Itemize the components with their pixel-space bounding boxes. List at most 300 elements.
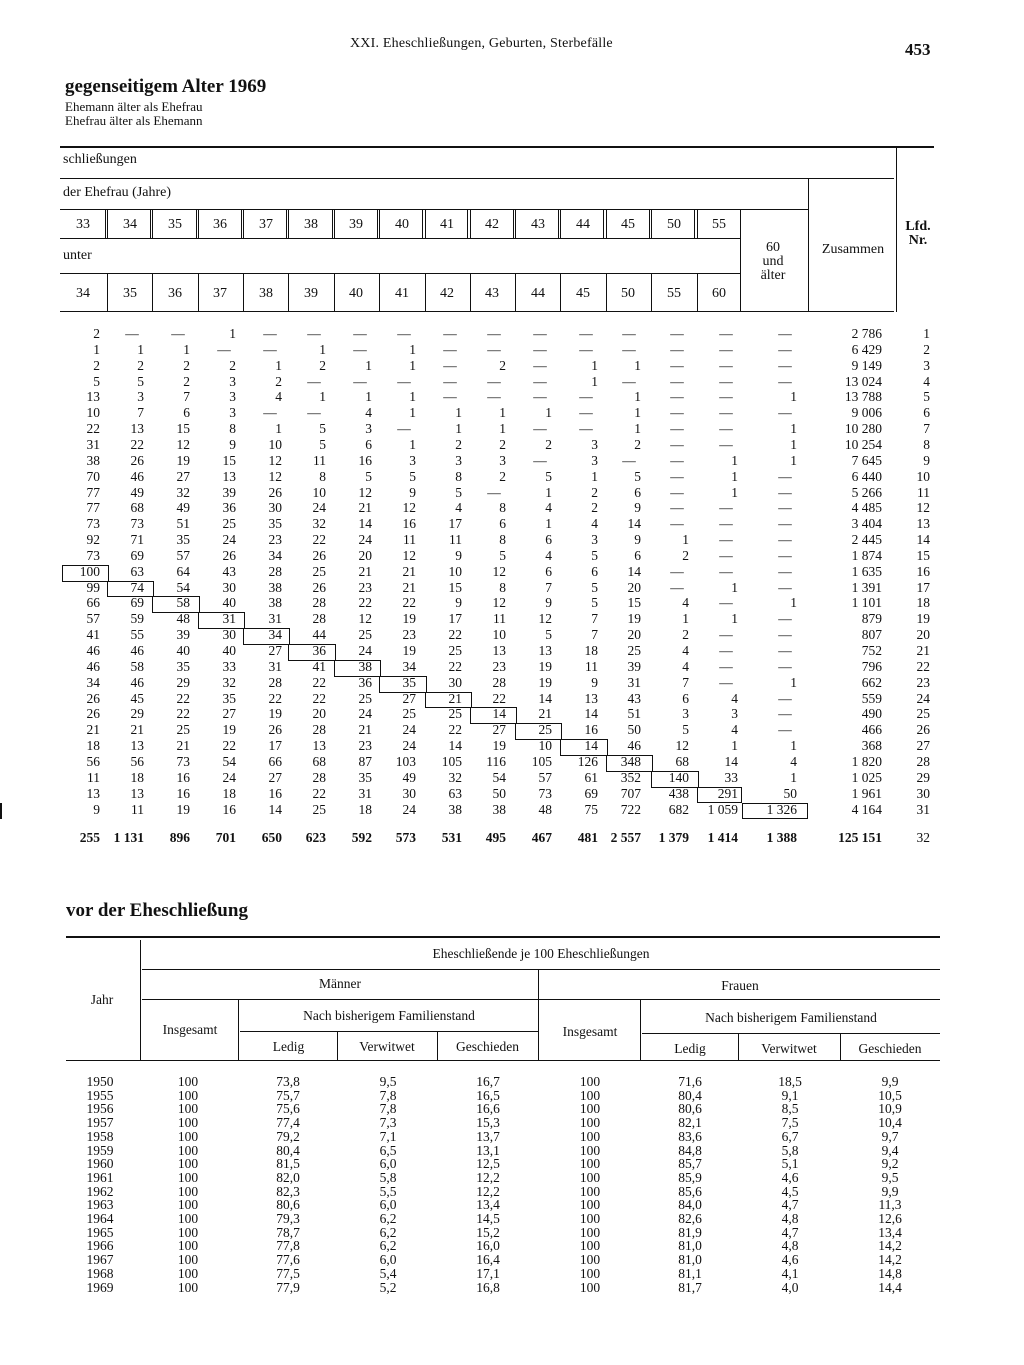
table-cell: 31 xyxy=(268,658,282,674)
subgroup-label: der Ehefrau (Jahre) xyxy=(63,185,172,200)
note-wife-older: Ehefrau älter als Ehemann xyxy=(65,113,203,128)
table-cell: 100 xyxy=(579,1183,601,1199)
table-cell: — xyxy=(263,326,277,341)
table-cell: 43 xyxy=(627,690,641,706)
table-cell: 1 xyxy=(545,516,552,532)
age-from-44: 44 xyxy=(576,217,590,232)
table-cell: 21 xyxy=(176,738,190,754)
table-cell: 100 xyxy=(579,1169,601,1185)
table-cell: 22 xyxy=(268,690,282,706)
table-cell: 22 xyxy=(312,674,326,690)
table-cell: — xyxy=(487,389,501,405)
table-cell: 22 xyxy=(130,436,144,452)
table-cell: 100 xyxy=(79,563,100,579)
year-cell: 1967 xyxy=(86,1252,114,1268)
total-cell: 1 388 xyxy=(766,830,797,845)
table-cell: 14 xyxy=(627,516,641,532)
table-cell: 3 xyxy=(365,421,372,437)
table-cell: 54 xyxy=(492,769,506,785)
table-cell: 25 xyxy=(916,706,930,722)
table-cell: 81,0 xyxy=(678,1238,702,1254)
table-cell: 100 xyxy=(579,1238,601,1254)
table-cell: 20 xyxy=(916,627,930,643)
total-cell: 1 379 xyxy=(658,830,689,845)
table-cell: 28 xyxy=(312,611,326,627)
highlight-box xyxy=(606,755,653,772)
table-cell: — xyxy=(719,357,733,373)
table-cell: 73 xyxy=(86,516,100,532)
table-cell: 100 xyxy=(177,1211,199,1226)
table-cell: 35 xyxy=(176,532,190,548)
age-from-35: 35 xyxy=(168,217,182,232)
table-cell: 79,2 xyxy=(276,1128,300,1144)
table-cell: 25 xyxy=(448,706,462,722)
table-cell: 22 xyxy=(176,706,190,722)
table-cell: 23 xyxy=(358,579,372,595)
table-cell: 23 xyxy=(268,532,282,548)
table-cell: 6,2 xyxy=(379,1238,397,1254)
table-cell: 22 xyxy=(492,690,506,706)
table-cell: 99 xyxy=(86,579,100,595)
table-cell: 7,8 xyxy=(379,1101,397,1117)
table-cell: — xyxy=(622,373,636,389)
table-cell: 1 xyxy=(731,484,738,500)
table-cell: 28 xyxy=(492,674,506,690)
table-cell: 682 xyxy=(668,801,689,817)
table-cell: 1 xyxy=(790,389,797,405)
table-cell: 21 xyxy=(916,643,930,658)
table-cell: 9,5 xyxy=(379,1074,397,1089)
women-header: Frauen xyxy=(721,978,759,993)
table-cell: 12 xyxy=(268,468,282,484)
table-cell: 26 xyxy=(130,452,144,468)
table-cell: — xyxy=(670,563,684,579)
year-header: Jahr xyxy=(90,992,114,1007)
table-cell: 7 xyxy=(545,579,552,595)
table-cell: 11 xyxy=(131,801,144,817)
table-cell: 1 xyxy=(409,357,416,373)
table-cell: 17 xyxy=(268,738,282,754)
table-cell: 100 xyxy=(579,1279,601,1295)
table-cell: 12 xyxy=(492,595,506,611)
table-cell: 1 xyxy=(409,389,416,405)
table-cell: 32 xyxy=(176,484,190,500)
table-cell: 707 xyxy=(620,785,641,801)
table-cell: 87 xyxy=(358,753,372,769)
table-cell: 9 006 xyxy=(851,405,882,421)
table-cell: — xyxy=(719,373,733,389)
table1-title: gegenseitigem Alter 1969 xyxy=(65,76,267,97)
table-cell: 24 xyxy=(358,706,372,722)
table-cell: 63 xyxy=(448,785,462,801)
table-cell: 29 xyxy=(176,674,190,690)
table-cell: 77,9 xyxy=(276,1279,300,1295)
table-cell: 12 xyxy=(268,452,282,468)
table-cell: — xyxy=(443,389,457,405)
table-cell: 5 xyxy=(93,373,100,389)
table-cell: 466 xyxy=(861,722,882,738)
highlight-box xyxy=(697,787,742,804)
table-cell: 879 xyxy=(861,611,882,627)
table-cell: 25 xyxy=(176,722,190,738)
age-from-41: 41 xyxy=(440,217,454,232)
table-cell: 2 xyxy=(923,341,930,357)
table-cell: 30 xyxy=(916,785,930,801)
table-cell: 30 xyxy=(402,785,416,801)
table-cell: — xyxy=(443,341,457,357)
table-cell: 14 xyxy=(584,706,598,722)
table-cell: 12,2 xyxy=(476,1183,500,1199)
table-cell: 36 xyxy=(312,643,326,658)
table-cell: 1 xyxy=(731,611,738,627)
table-cell: 24 xyxy=(916,690,930,706)
table-cell: 5 xyxy=(365,468,372,484)
table-cell: 82,3 xyxy=(276,1183,300,1199)
table-cell: 13 xyxy=(584,690,598,706)
table-cell: 9 xyxy=(923,452,930,468)
table-cell: 291 xyxy=(717,785,738,801)
table-cell: 752 xyxy=(861,643,882,658)
table-cell: — xyxy=(778,706,792,722)
table-cell: 84,8 xyxy=(678,1142,702,1158)
table-cell: 100 xyxy=(177,1087,199,1103)
table-cell: 28 xyxy=(268,674,282,690)
table-cell: 5,8 xyxy=(379,1169,397,1185)
table-cell: 81,1 xyxy=(678,1265,702,1281)
table-cell: 2 xyxy=(499,468,506,484)
table-cell: 4 xyxy=(275,389,282,405)
running-title: XXI. Eheschließungen, Geburten, Sterbefälle xyxy=(350,36,613,51)
table-cell: 796 xyxy=(861,658,882,674)
table-cell: 2 xyxy=(682,627,689,643)
women-geschieden-header: Geschieden xyxy=(858,1041,922,1056)
table-cell: 22 xyxy=(402,595,416,611)
table-cell: — xyxy=(487,326,501,341)
table-cell: — xyxy=(778,611,792,627)
table-cell: 18 xyxy=(358,801,372,817)
table-cell: 26 xyxy=(312,547,326,563)
highlight-box xyxy=(62,565,109,582)
table-cell: 2 xyxy=(455,436,462,452)
table-cell: 21 xyxy=(448,690,462,706)
table-cell: 58 xyxy=(130,658,144,674)
table-cell: — xyxy=(397,373,411,389)
table-cell: 31 xyxy=(222,611,236,627)
table-cell: 4,8 xyxy=(781,1238,799,1254)
lfd-line1: Lfd. xyxy=(905,219,931,234)
table-cell: 13 xyxy=(538,643,552,658)
table-cell: — xyxy=(579,341,593,357)
table-cell: 1 xyxy=(790,674,797,690)
table-cell: 6 xyxy=(634,547,641,563)
table-cell: 10 xyxy=(312,484,326,500)
table-cell: 10,4 xyxy=(878,1115,902,1131)
table-cell: 16,7 xyxy=(476,1074,500,1089)
table-cell: 29 xyxy=(130,706,144,722)
table-cell: — xyxy=(670,357,684,373)
table-cell: 1 xyxy=(790,436,797,452)
table-cell: 3 xyxy=(682,706,689,722)
highlight-box xyxy=(742,803,808,820)
year-cell: 1965 xyxy=(86,1224,114,1240)
year-cell: 1969 xyxy=(86,1279,114,1295)
table-cell: — xyxy=(487,484,501,500)
table-cell: — xyxy=(670,484,684,500)
table-cell: 19 xyxy=(222,722,236,738)
age-from-33: 33 xyxy=(76,217,90,232)
table-cell: 26 xyxy=(86,706,100,722)
age-from-45: 45 xyxy=(621,217,635,232)
table-cell: 1 059 xyxy=(707,801,738,817)
table-cell: — xyxy=(353,341,367,357)
age-to-44: 44 xyxy=(531,286,545,301)
women-insgesamt-header: Insgesamt xyxy=(562,1024,618,1039)
table-cell: — xyxy=(670,326,684,341)
age-to-55: 55 xyxy=(667,286,681,301)
table-cell: 80,4 xyxy=(276,1142,300,1158)
table-cell: 81,9 xyxy=(678,1224,702,1240)
table-cell: 9 xyxy=(634,500,641,516)
table-cell: — xyxy=(719,405,733,421)
table-cell: 9 xyxy=(455,595,462,611)
table-cell: — xyxy=(263,405,277,421)
table-cell: 12 xyxy=(402,547,416,563)
total-cell: 495 xyxy=(485,830,506,845)
table-cell: 1 xyxy=(499,421,506,437)
table-cell: 6,0 xyxy=(379,1197,397,1213)
table-cell: 39 xyxy=(627,658,641,674)
age-from-36: 36 xyxy=(213,217,227,232)
table-cell: 19 xyxy=(916,611,930,627)
table-cell: — xyxy=(533,357,547,373)
table-cell: 13 xyxy=(86,389,100,405)
table-cell: 4 xyxy=(545,547,552,563)
table-cell: 7 xyxy=(183,389,190,405)
table-cell: 100 xyxy=(177,1156,199,1172)
table-cell: 80,4 xyxy=(678,1087,702,1103)
table-cell: 40 xyxy=(222,643,236,658)
age-from-37: 37 xyxy=(259,217,273,232)
table-cell: 8 xyxy=(319,468,326,484)
table-cell: — xyxy=(397,326,411,341)
year-cell: 1962 xyxy=(86,1183,114,1199)
table-cell: 14,2 xyxy=(878,1252,902,1268)
table-cell: 31 xyxy=(358,785,372,801)
table-cell: 10 xyxy=(538,738,552,754)
year-cell: 1966 xyxy=(86,1238,114,1254)
table-cell: 4 xyxy=(682,595,689,611)
table-cell: 2 xyxy=(499,436,506,452)
table-cell: 4 xyxy=(682,658,689,674)
table-cell: 722 xyxy=(620,801,641,817)
table-cell: 51 xyxy=(176,516,190,532)
age-to-45: 45 xyxy=(576,286,590,301)
table-cell: — xyxy=(670,436,684,452)
table-cell: 5 xyxy=(137,373,144,389)
table-cell: 21 xyxy=(358,563,372,579)
table-cell: 23 xyxy=(402,627,416,643)
table-cell: 33 xyxy=(222,658,236,674)
table-cell: 21 xyxy=(130,722,144,738)
table-cell: 12 xyxy=(402,500,416,516)
table-cell: 6,0 xyxy=(379,1156,397,1172)
table-cell: 10 280 xyxy=(844,421,882,437)
table-cell: — xyxy=(670,579,684,595)
table-cell: 26 xyxy=(268,722,282,738)
table-cell: 352 xyxy=(620,769,641,785)
table-cell: 10,5 xyxy=(878,1087,902,1103)
table-cell: 140 xyxy=(668,769,689,785)
table-cell: 13 xyxy=(86,785,100,801)
table-cell: 28 xyxy=(312,595,326,611)
table-cell: — xyxy=(443,373,457,389)
table-cell: 32 xyxy=(222,674,236,690)
total-cell: 2 557 xyxy=(610,830,641,845)
table-cell: 12,6 xyxy=(878,1211,902,1226)
table-cell: 4 xyxy=(365,405,372,421)
table-cell: 10 xyxy=(268,436,282,452)
table-cell: 46 xyxy=(130,468,144,484)
table-cell: 73,8 xyxy=(276,1074,300,1089)
table-cell: 13 xyxy=(130,421,144,437)
table-cell: 30 xyxy=(222,579,236,595)
table-cell: 100 xyxy=(579,1156,601,1172)
table-cell: 9 xyxy=(455,547,462,563)
table-cell: 1 xyxy=(545,405,552,421)
table-cell: 100 xyxy=(579,1101,601,1117)
table-cell: 7 xyxy=(591,627,598,643)
table-cell: — xyxy=(217,341,231,357)
table-cell: 6 xyxy=(365,436,372,452)
table-cell: 56 xyxy=(130,753,144,769)
table-cell: 1 xyxy=(731,579,738,595)
table-cell: — xyxy=(778,563,792,579)
table-cell: 16,8 xyxy=(476,1279,500,1295)
table-cell: 1 xyxy=(183,341,190,357)
table-cell: 36 xyxy=(358,674,372,690)
age-to-41: 41 xyxy=(395,286,409,301)
table-cell: — xyxy=(533,452,547,468)
table-cell: 6 429 xyxy=(851,341,882,357)
table-cell: 45 xyxy=(130,690,144,706)
table-cell: 7,8 xyxy=(379,1087,397,1103)
table-cell: 25 xyxy=(448,643,462,658)
table-cell: 31 xyxy=(268,611,282,627)
table-cell: — xyxy=(622,326,636,341)
total-header: Zusammen xyxy=(821,242,885,257)
table-cell: 75,6 xyxy=(276,1101,300,1117)
table-cell: 69 xyxy=(584,785,598,801)
table-cell: 14 xyxy=(916,532,930,548)
table-cell: 5,2 xyxy=(379,1279,397,1295)
table-cell: 13 xyxy=(916,516,930,532)
table-cell: 3 xyxy=(229,389,236,405)
table-cell: 6 xyxy=(923,405,930,421)
table-cell: 35 xyxy=(222,690,236,706)
table-cell: 58 xyxy=(176,595,190,611)
table-cell: 5 xyxy=(682,722,689,738)
table-cell: — xyxy=(670,341,684,357)
table-cell: — xyxy=(778,468,792,484)
table-cell: — xyxy=(579,326,593,341)
table-cell: 11 xyxy=(493,611,506,627)
highlight-box xyxy=(288,644,336,661)
table-cell: 9 xyxy=(229,436,236,452)
table-cell: 24 xyxy=(402,722,416,738)
table-cell: 5,1 xyxy=(781,1156,799,1172)
table-cell: 3 xyxy=(409,452,416,468)
table-cell: 22 xyxy=(448,658,462,674)
table-cell: 12,5 xyxy=(476,1156,500,1172)
table-cell: 5 xyxy=(499,547,506,563)
women-verwitwet-header: Verwitwet xyxy=(761,1041,817,1056)
table-cell: 46 xyxy=(86,658,100,674)
table-cell: 100 xyxy=(177,1224,199,1240)
year-cell: 1958 xyxy=(86,1128,114,1144)
table-cell: 19 xyxy=(176,452,190,468)
table-cell: 5 xyxy=(545,468,552,484)
table-cell: 103 xyxy=(395,753,416,769)
table-cell: — xyxy=(579,421,593,437)
table-cell: 38 xyxy=(268,595,282,611)
table-cell: 22 xyxy=(448,627,462,643)
table-cell: 14 xyxy=(627,563,641,579)
table-cell: 6,7 xyxy=(781,1128,799,1144)
table-cell: 1 xyxy=(923,326,930,341)
table-cell: 8 xyxy=(499,532,506,548)
table-cell: 21 xyxy=(538,706,552,722)
table-cell: 4,8 xyxy=(781,1211,799,1226)
table-cell: 35 xyxy=(176,658,190,674)
table-cell: 21 xyxy=(86,722,100,738)
table-cell: 63 xyxy=(130,563,144,579)
table-cell: 14,2 xyxy=(878,1238,902,1254)
table-cell: 368 xyxy=(861,738,882,754)
total-cell: 650 xyxy=(261,830,282,845)
lfd-nr-header xyxy=(898,220,938,248)
table-cell: — xyxy=(778,500,792,516)
table-cell: 7 xyxy=(682,674,689,690)
table-cell: 1 xyxy=(634,421,641,437)
table-cell: 4 xyxy=(455,500,462,516)
table-cell: 100 xyxy=(177,1183,199,1199)
table-cell: 8,5 xyxy=(781,1101,799,1117)
table-cell: 85,9 xyxy=(678,1169,702,1185)
table-cell: 559 xyxy=(861,690,882,706)
table-cell: 44 xyxy=(312,627,326,643)
table-cell: 36 xyxy=(222,500,236,516)
main-header: Eheschließende je 100 Eheschließungen xyxy=(432,946,650,961)
age-to-60: 60 xyxy=(712,286,726,301)
table-cell: 92 xyxy=(86,532,100,548)
table-cell: 21 xyxy=(358,500,372,516)
table-cell: — xyxy=(670,373,684,389)
unter-label: unter xyxy=(63,248,92,263)
table-cell: 82,0 xyxy=(276,1169,300,1185)
table-cell: 34 xyxy=(268,547,282,563)
table-cell: 2 xyxy=(499,357,506,373)
table-cell: 100 xyxy=(177,1169,199,1185)
table-cell: 1 025 xyxy=(851,769,882,785)
table-cell: 82,1 xyxy=(678,1115,702,1131)
table-cell: — xyxy=(778,643,792,658)
total-cell: 573 xyxy=(395,830,416,845)
table-cell: 13 024 xyxy=(844,373,882,389)
table-cell: 20 xyxy=(312,706,326,722)
table-cell: 16,0 xyxy=(476,1238,500,1254)
table-cell: 29 xyxy=(916,769,930,785)
total-cell: 255 xyxy=(79,830,100,845)
